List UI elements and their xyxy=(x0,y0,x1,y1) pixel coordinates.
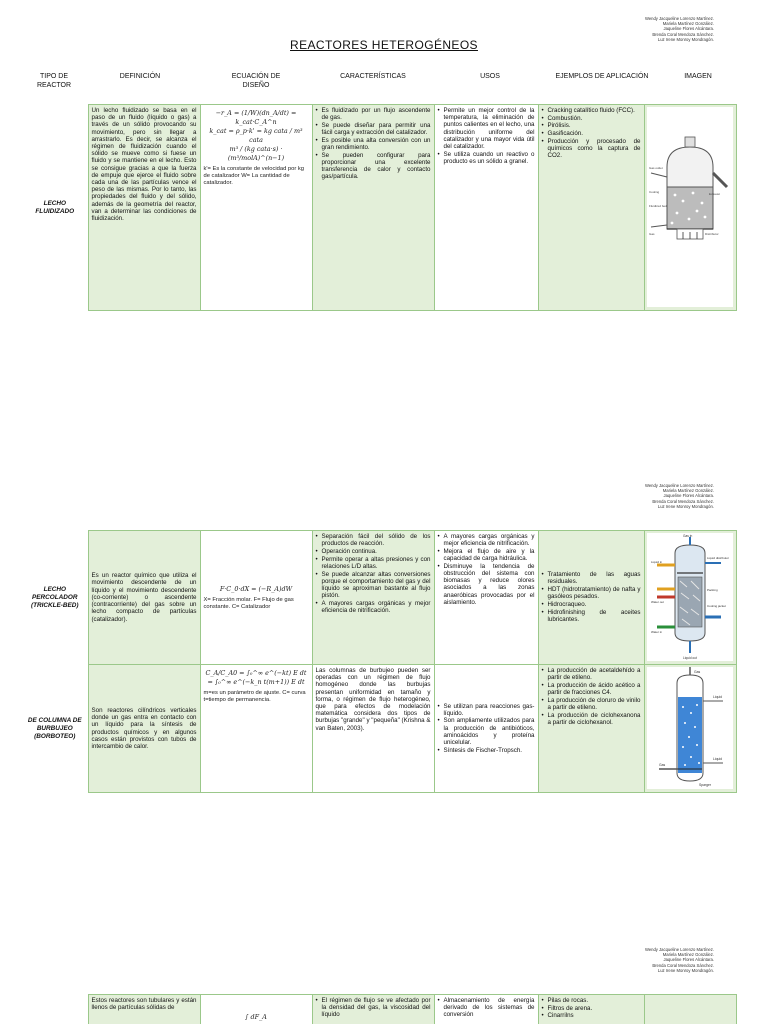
diagram-label: Water out xyxy=(650,600,664,604)
author-name: Jaqueline Flores Alcántara. xyxy=(663,957,714,963)
list-item: • Gasificación. xyxy=(542,130,641,137)
diagram-label: Cooling xyxy=(648,190,659,194)
uses-cell xyxy=(434,665,538,793)
author-name: Luz Irene Monroy Mondragón. xyxy=(657,36,714,42)
design-equation: k_cat = ρ_p·k' = kg cata / m³ cata xyxy=(209,127,303,144)
diagram-label: Sparger xyxy=(698,783,711,787)
list-item: • Operación continua. xyxy=(316,548,431,555)
table-row xyxy=(22,531,736,665)
diagram-label: Distributor xyxy=(704,232,719,236)
list-item: • El régimen de flujo se ve afectado por la densidad del gas, la viscosidad del líquido xyxy=(316,997,431,1019)
characteristics-cell xyxy=(312,105,434,311)
reactor-table-page-1 xyxy=(22,104,737,311)
list-item: • A mayores cargas orgánicas y mejor eficiencia de nitrificación. xyxy=(316,600,431,614)
examples-cell xyxy=(538,995,644,1024)
list-item: • Es fluidizado por un flujo ascendente de gas. xyxy=(316,107,431,121)
author-name: Luz Irene Monroy Mondragón. xyxy=(657,503,714,509)
list-item: • Se puede diseñar para permitir una fácil carga y extracción del catalizador. xyxy=(316,122,431,136)
diagram-label: Gas xyxy=(658,763,665,767)
list-item: • Cinarrilns xyxy=(542,1012,641,1019)
author-name: Brenda Coral Mendoza Sánchez. xyxy=(652,31,714,37)
reactor-type: LECHO PERCOLADOR (TRICKLE-BED) xyxy=(22,531,88,665)
design-equation-cell xyxy=(200,531,312,665)
characteristics-cell: Las columnas de burbujeo pueden ser operadas con un régimen de flujo homogéneo donde las burbujas presentan uniformidad en tamaño y forma, o régimen de flujo heterogéneo, que para efectos de modelación matemática considera dos tipos de burbujas "grande" y "pequeña" (Krishna & van Baten, 2003). xyxy=(312,665,434,793)
diagram-label: Gas in xyxy=(682,534,692,538)
header-definition: DEFINICIÓN xyxy=(119,73,161,80)
author-name: Mariela Martínez González. xyxy=(662,488,714,494)
reactor-type: DE COLUMNA DE BURBUJEO (BORBOTEO) xyxy=(22,665,88,793)
list-item: • La producción de ácido acético a partir de fracciones C4. xyxy=(542,682,641,696)
design-equation: ∫ dF_A xyxy=(245,1013,267,1021)
author-name: Wendy Jacqueline Lorenzo Martínez. xyxy=(644,483,714,488)
reactor-definition: Son reactores cilíndricos verticales donde un gas entra en contacto con un líquido para la síntesis de productos químicos y en algunos casos están provistos con tubos de intercambio de calor. xyxy=(88,665,200,793)
author-name: Mariela Martínez González. xyxy=(662,21,714,27)
design-equation-cell xyxy=(200,995,312,1024)
header-examples: EJEMPLOS DE APLICACIÓN xyxy=(555,73,649,80)
list-item: • Almacenamiento de energía derivado de los sistemas de conversión xyxy=(438,997,535,1019)
trickle-bed-diagram xyxy=(647,533,733,661)
equation-note: k'= Es la constante de velocidad por kg de catalizador W= La cantidad de catalizador. xyxy=(203,166,305,186)
reactor-table-page-3 xyxy=(22,994,737,1024)
reactor-definition: Un lecho fluidizado se basa en el paso de un fluido (líquido o gas) a través de un sólido provocando su movimiento, pero sin llegar a arrastrarlo. Es decir, se alcanza el régimen de fluidización cuando el sólido se mueve como si fuese un fluido y se mantiene en el lecho. Esto se consigue gracias a que la fuerza de empuje que ejerce el fluido sobre cada una de las partículas vence el peso de las mismas. Por lo tanto, las propiedades del fluido y del sólido, además de la geometría del reactor, van a determinar las condiciones de fluidización. xyxy=(88,105,200,311)
diagram-label: Liquid distributor xyxy=(706,556,729,560)
diagram-label: Liquid xyxy=(712,695,722,699)
list-item: • La producción de cloruro de vinilo a partir de etileno. xyxy=(542,697,641,711)
author-name: Wendy Jacqueline Lorenzo Martínez. xyxy=(644,16,714,21)
equation-note: m=es un parámetro de ajuste. C= curva t=tiempo de permanencia. xyxy=(203,690,306,703)
list-item: • Hidrofinishing de aceites lubricantes. xyxy=(542,609,641,623)
author-name: Luz Irene Monroy Mondragón. xyxy=(657,967,714,973)
diagram-label: Gas xyxy=(648,232,655,236)
header-equation: ECUACIÓN DE DISEÑO xyxy=(231,73,281,89)
author-name: Jaqueline Flores Alcántara. xyxy=(663,26,714,32)
diagram-label: Liquid in xyxy=(650,560,662,564)
list-item: • Separación fácil del sólido de los productos de reacción. xyxy=(316,533,431,547)
author-name: Brenda Coral Mendoza Sánchez. xyxy=(652,962,714,968)
design-equation: m³ / (kg cata·s) · (m³/molA)^(n−1) xyxy=(227,145,285,162)
reactor-table-page-2 xyxy=(22,530,737,793)
reactor-image-cell xyxy=(644,531,736,665)
fluidized-bed-diagram xyxy=(647,107,733,307)
header-uses: USOS xyxy=(480,73,500,80)
diagram-label: Exhaust xyxy=(708,192,720,196)
uses-cell xyxy=(434,105,538,311)
design-equation: −r_A = (1/W)(dn_A/dt) = k_cat·C_A^n xyxy=(215,109,297,126)
characteristics-cell xyxy=(312,995,434,1024)
document-title: REACTORES HETEROGÉNEOS xyxy=(290,38,478,52)
list-item: • Pirólisis. xyxy=(542,122,641,129)
list-item: • A mayores cargas orgánicas y mejor eficiencia de nitrificación. xyxy=(438,533,535,547)
diagram-label: Water in xyxy=(650,630,662,634)
header-type: TIPO DE REACTOR xyxy=(36,73,72,89)
list-item: • Mejora el flujo de aire y la capacidad de carga hidráulica. xyxy=(438,548,535,562)
examples-cell xyxy=(538,665,644,793)
examples-cell xyxy=(538,531,644,665)
author-name: Wendy Jacqueline Lorenzo Martínez. xyxy=(644,947,714,952)
list-item: • Es posible una alta conversión con un gran rendimiento. xyxy=(316,137,431,151)
list-item: • Disminuye la tendencia de obstrucción del sistema con biomasas y reduce olores asociados a las zonas anaeróbicas provocadas por el aislamiento. xyxy=(438,563,535,606)
design-equation: = ∫₀^∞ e^(−k_n t(m+1)) E dt xyxy=(207,678,305,686)
author-name: Jaqueline Flores Alcántara. xyxy=(663,493,714,499)
list-item: • HDT (hidrotratamiento) de nafta y gasóleos pesados. xyxy=(542,586,641,600)
list-item: • Cracking catalítico fluido (FCC). xyxy=(542,107,641,114)
list-item: • Hidrocraqueo. xyxy=(542,601,641,608)
list-item: • Pilas de rocas. xyxy=(542,997,641,1004)
list-item: • Combustión. xyxy=(542,115,641,122)
reactor-type xyxy=(22,995,88,1024)
diagram-label: Packing xyxy=(706,588,718,592)
reactor-type: LECHO FLUIDIZADO xyxy=(22,105,88,311)
list-item: • La producción de ciclohexanona a partir de ciclohexanol. xyxy=(542,712,641,726)
reactor-definition: Es un reactor químico que utiliza el movimiento descendente de un líquido y el movimiento descendente (co-corriente) o ascendente (contracorriente) del gas sobre un lecho compacto de partículas (catalizador). xyxy=(88,531,200,665)
reactor-image-cell xyxy=(644,105,736,311)
list-item: • Tratamiento de las aguas residuales. xyxy=(542,571,641,585)
design-equation: F·C_0·dX = (−R_A)dW xyxy=(219,584,293,593)
list-item: • Se puede alcanzar altas conversiones porque el comportamiento del gas y del líquido se aproximan bastante al flujo pistón. xyxy=(316,571,431,600)
authors-block-2 xyxy=(645,483,714,509)
list-item: • Síntesis de Fischer-Tropsch. xyxy=(438,747,535,754)
diagram-label: Cooling jacket xyxy=(706,604,726,608)
authors-block-3 xyxy=(645,947,714,973)
list-item: • Permite un mejor control de la temperatura, la eliminación de puntos calientes en el lecho, una distribución uniforme del catalizador y una mayor vida útil del catalizador. xyxy=(438,107,535,150)
list-item: • Se utilizan para reacciones gas-líquido. xyxy=(438,703,535,717)
examples-cell xyxy=(538,105,644,311)
list-item: • Se utiliza cuando un reactivo o producto es un sólido a granel. xyxy=(438,151,535,165)
header-characteristics: CARACTERÍSTICAS xyxy=(340,73,406,80)
list-item: • La producción de acetaldehído a partir de etileno. xyxy=(542,667,641,681)
header-image: IMAGEN xyxy=(684,73,712,80)
list-item: • Permite operar a altas presiones y con relaciones L/D altas. xyxy=(316,556,431,570)
design-equation: C_A/C_A0 = ∫₀^∞ e^(−kt) E dt xyxy=(205,669,307,677)
table-row xyxy=(22,665,736,793)
reactor-image-cell xyxy=(644,665,736,793)
design-equation-cell xyxy=(200,665,312,793)
design-equation-cell xyxy=(200,105,312,311)
diagram-label: Liquid out xyxy=(682,656,697,660)
list-item: • Producción y procesado de químicos como la captura de CO2. xyxy=(542,138,641,160)
diagram-label: Gas outlet xyxy=(648,166,663,170)
table-row xyxy=(22,105,736,311)
list-item: • Se pueden configurar para proporcionar una excelente transferencia de calor y contacto gas/partícula. xyxy=(316,152,431,181)
equation-note: X= Fracción molar. F= Flujo de gas constante. C= Catalizador xyxy=(203,596,294,610)
uses-cell xyxy=(434,531,538,665)
reactor-definition: Estos reactores son tubulares y están llenos de partículas sólidas de xyxy=(88,995,200,1024)
characteristics-cell xyxy=(312,531,434,665)
table-row xyxy=(22,995,736,1024)
bubble-column-diagram xyxy=(647,667,733,789)
author-name: Mariela Martínez González. xyxy=(662,952,714,958)
diagram-label: Liquid xyxy=(712,757,722,761)
author-name: Brenda Coral Mendoza Sánchez. xyxy=(652,498,714,504)
reactor-image-cell xyxy=(644,995,736,1024)
diagram-label: Gas xyxy=(693,670,700,674)
list-item: • Son ampliamente utilizados para la producción de antibióticos, aminoácidos y proteína unicelular. xyxy=(438,717,535,746)
diagram-label: Fluidized bed xyxy=(648,204,667,208)
uses-cell xyxy=(434,995,538,1024)
list-item: • Filtros de arena. xyxy=(542,1005,641,1012)
